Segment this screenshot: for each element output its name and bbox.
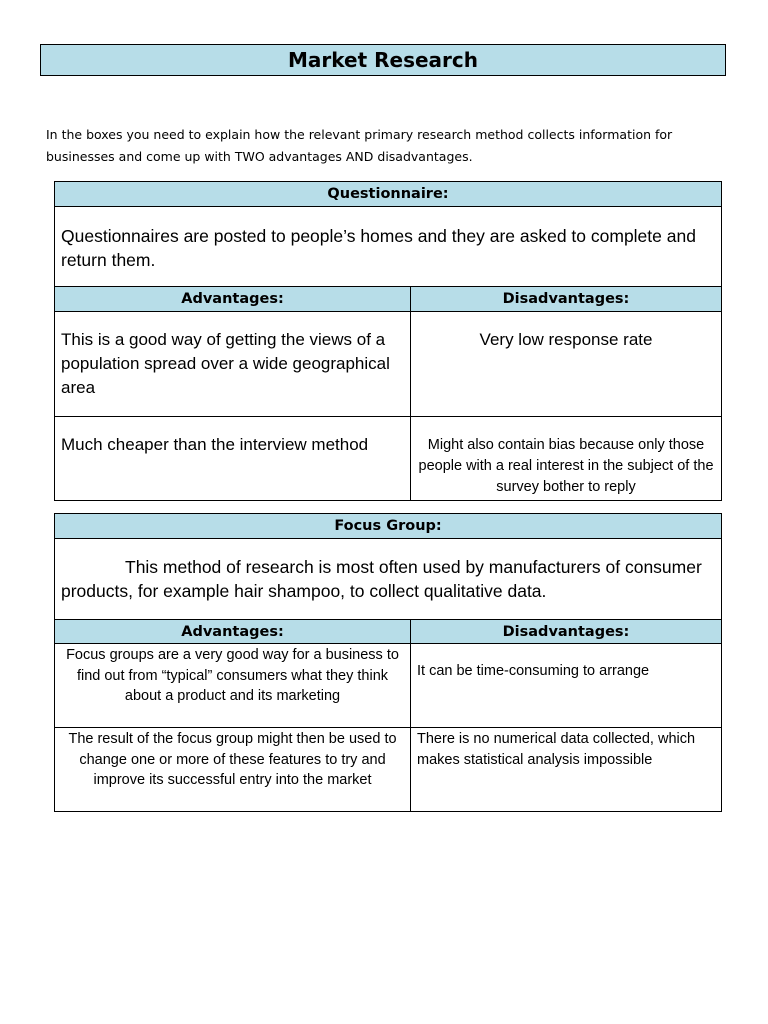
focus-group-advantage-1: Focus groups are a very good way for a business to find out from “typical” consumers what they think about a product and its marketing (55, 644, 411, 728)
questionnaire-advantages-header: Advantages: (55, 287, 411, 312)
focus-group-disadvantages-header: Disadvantages: (411, 620, 722, 644)
questionnaire-description: Questionnaires are posted to people’s homes and they are asked to complete and return them. (55, 207, 722, 287)
page-title: Market Research (40, 44, 726, 76)
focus-group-description: This method of research is most often used by manufacturers of consumer products, for example hair shampoo, to collect qualitative data. (55, 539, 722, 620)
questionnaire-disadvantages-header: Disadvantages: (411, 287, 722, 312)
questionnaire-heading: Questionnaire: (55, 182, 722, 207)
focus-group-advantage-2: The result of the focus group might then be used to change one or more of these features to try and improve its successful entry into the market (55, 728, 411, 812)
intro-instructions: In the boxes you need to explain how the relevant primary research method collects information for businesses and come up with TWO advantages AND disadvantages. (46, 127, 673, 164)
questionnaire-table (54, 181, 722, 501)
focus-group-heading: Focus Group: (55, 514, 722, 539)
focus-group-disadvantage-2: There is no numerical data collected, which makes statistical analysis impossible (411, 728, 722, 812)
focus-group-table (54, 513, 722, 812)
focus-group-disadvantage-1: It can be time-consuming to arrange (411, 644, 722, 728)
questionnaire-advantage-2: Much cheaper than the interview method (55, 417, 411, 501)
questionnaire-disadvantage-1: Very low response rate (411, 312, 722, 417)
questionnaire-disadvantage-2: Might also contain bias because only those people with a real interest in the subject of the survey bother to reply (411, 417, 722, 501)
questionnaire-advantage-1: This is a good way of getting the views of a population spread over a wide geographical area (55, 312, 411, 417)
focus-group-advantages-header: Advantages: (55, 620, 411, 644)
